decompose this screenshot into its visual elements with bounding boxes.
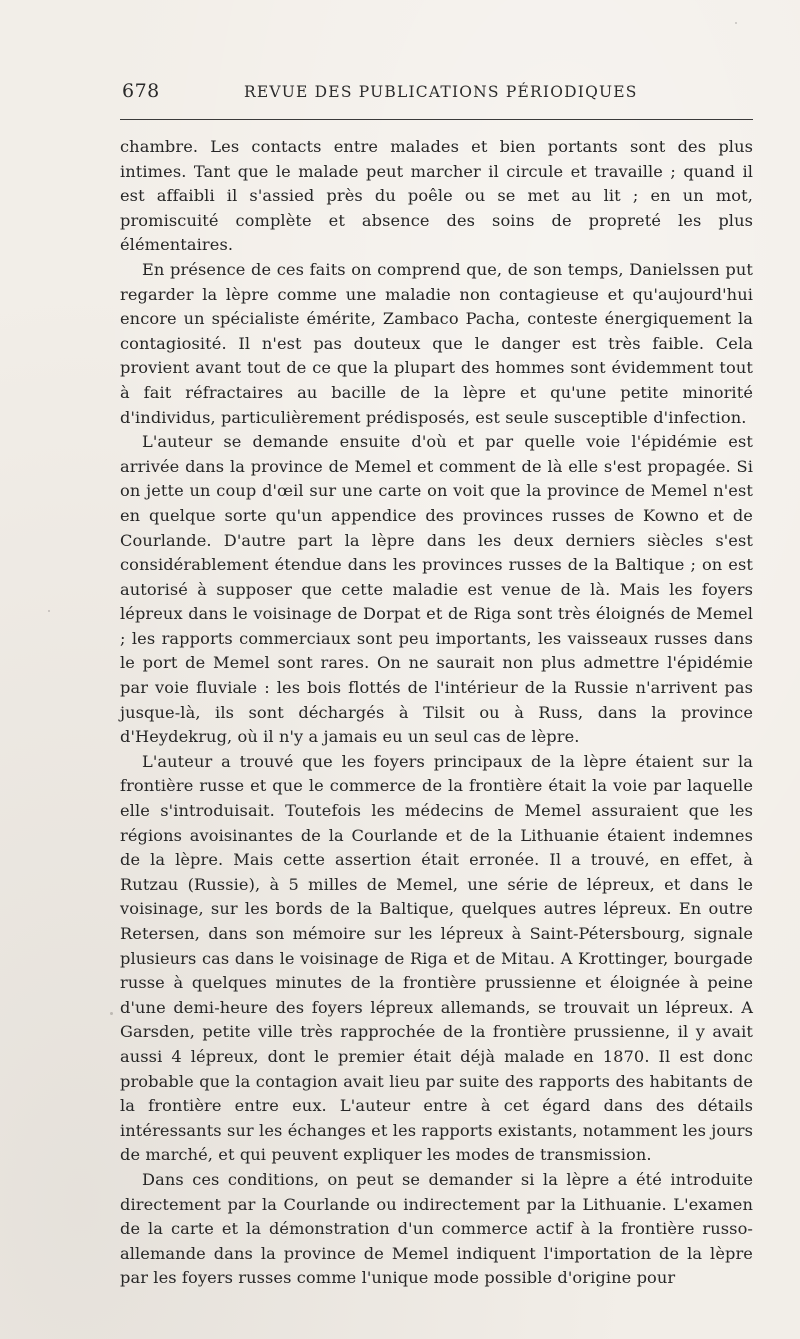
paper-speck xyxy=(735,22,737,24)
paragraph-continued: chambre. Les contacts entre malades et bien portants sont des plus intimes. Tant que le malade peut marcher il circule et travaille ; quand il est affaibli il s'assied près du poêle ou se met au lit ; en un mot, promiscuité complète et absence des soins de propreté les plus élémentaires. xyxy=(120,137,753,255)
header-rule xyxy=(120,119,753,120)
body-text xyxy=(120,135,753,1291)
paper-speck xyxy=(48,610,50,612)
page-number: 678 xyxy=(122,80,160,102)
paragraph: Dans ces conditions, on peut se demander si la lèpre a été introduite directement par la Courlande ou indirectement par la Lithuanie. L'examen de la carte et la démonstration d'un commerce actif à la frontière russo-allemande dans la province de Memel indiquent l'importation de la lèpre par les foyers russes comme l'unique mode possible d'origine pour xyxy=(120,1169,753,1288)
running-head xyxy=(120,70,753,110)
paper-speck xyxy=(110,1012,113,1015)
paragraph: En présence de ces faits on comprend que, de son temps, Danielssen put regarder la lèpre comme une maladie non contagieuse et qu'aujourd'hui encore un spécialiste émérite, Zambaco Pacha, conteste énergiquement la contagiosité. Il n'est pas douteux que le danger est très faible. Cela provient avant tout de ce que la plupart des hommes sont évidemment tout à fait réfractaires au bacille de la lèpre et qu'une petite minorité d'individus, particulièrement prédisposés, est seule susceptible d'infection. xyxy=(120,259,753,427)
paragraph: L'auteur a trouvé que les foyers principaux de la lèpre étaient sur la frontière russe et que le commerce de la frontière était la voie par laquelle elle s'introduisait. Toutefois les médecins de Memel assuraient que les régions avoisinantes de la Courlande et de la Lithuanie étaient indemnes de la lèpre. Mais cette assertion était erronée. Il a trouvé, en effet, à Rutzau (Russie), à 5 milles de Memel, une série de lépreux, et dans le voisinage, sur les bords de la Baltique, quelques autres lépreux. En outre Retersen, dans son mémoire sur les lépreux à Saint-Pétersbourg, signale plusieurs cas dans le voisinage de Riga et de Mitau. A Krottinger, bourgade russe à quelques minutes de la frontière prussienne et éloignée à peine d'une demi-heure des foyers lépreux allemands, se trouvait un lépreux. A Garsden, petite ville très rapprochée de la frontière prussienne, il y avait aussi 4 lépreux, dont le premier était déjà malade en 1870. Il est donc probable que la contagion avait lieu par suite des rapports des habitants de la frontière entre eux. L'auteur entre à cet égard dans des détails intéressants sur les échanges et les rapports existants, notamment les jours de marché, et qui peuvent expliquer les modes de transmission. xyxy=(120,751,753,1165)
printed-page xyxy=(120,70,753,1291)
paragraph: L'auteur se demande ensuite d'où et par quelle voie l'épidémie est arrivée dans la province de Memel et comment de là elle s'est propagée. Si on jette un coup d'œil sur une carte on voit que la province de Memel n'est en quelque sorte qu'un appendice des provinces russes de Kowno et de Courlande. D'autre part la lèpre dans les deux derniers siècles s'est considérablement étendue dans les provinces russes de la Baltique ; on est autorisé à supposer que cette maladie est venue de là. Mais les foyers lépreux dans le voisinage de Dorpat et de Riga sont très éloignés de Memel ; les rapports commerciaux sont peu importants, les vaisseaux russes dans le port de Memel sont rares. On ne saurait non plus admettre l'épidémie par voie fluviale : les bois flottés de l'intérieur de la Russie n'arrivent pas jusque-là, ils sont déchargés à Tilsit ou à Russ, dans la province d'Heydekrug, où il n'y a jamais eu un seul cas de lèpre. xyxy=(120,432,753,747)
journal-title: REVUE DES PUBLICATIONS PÉRIODIQUES xyxy=(244,83,638,101)
